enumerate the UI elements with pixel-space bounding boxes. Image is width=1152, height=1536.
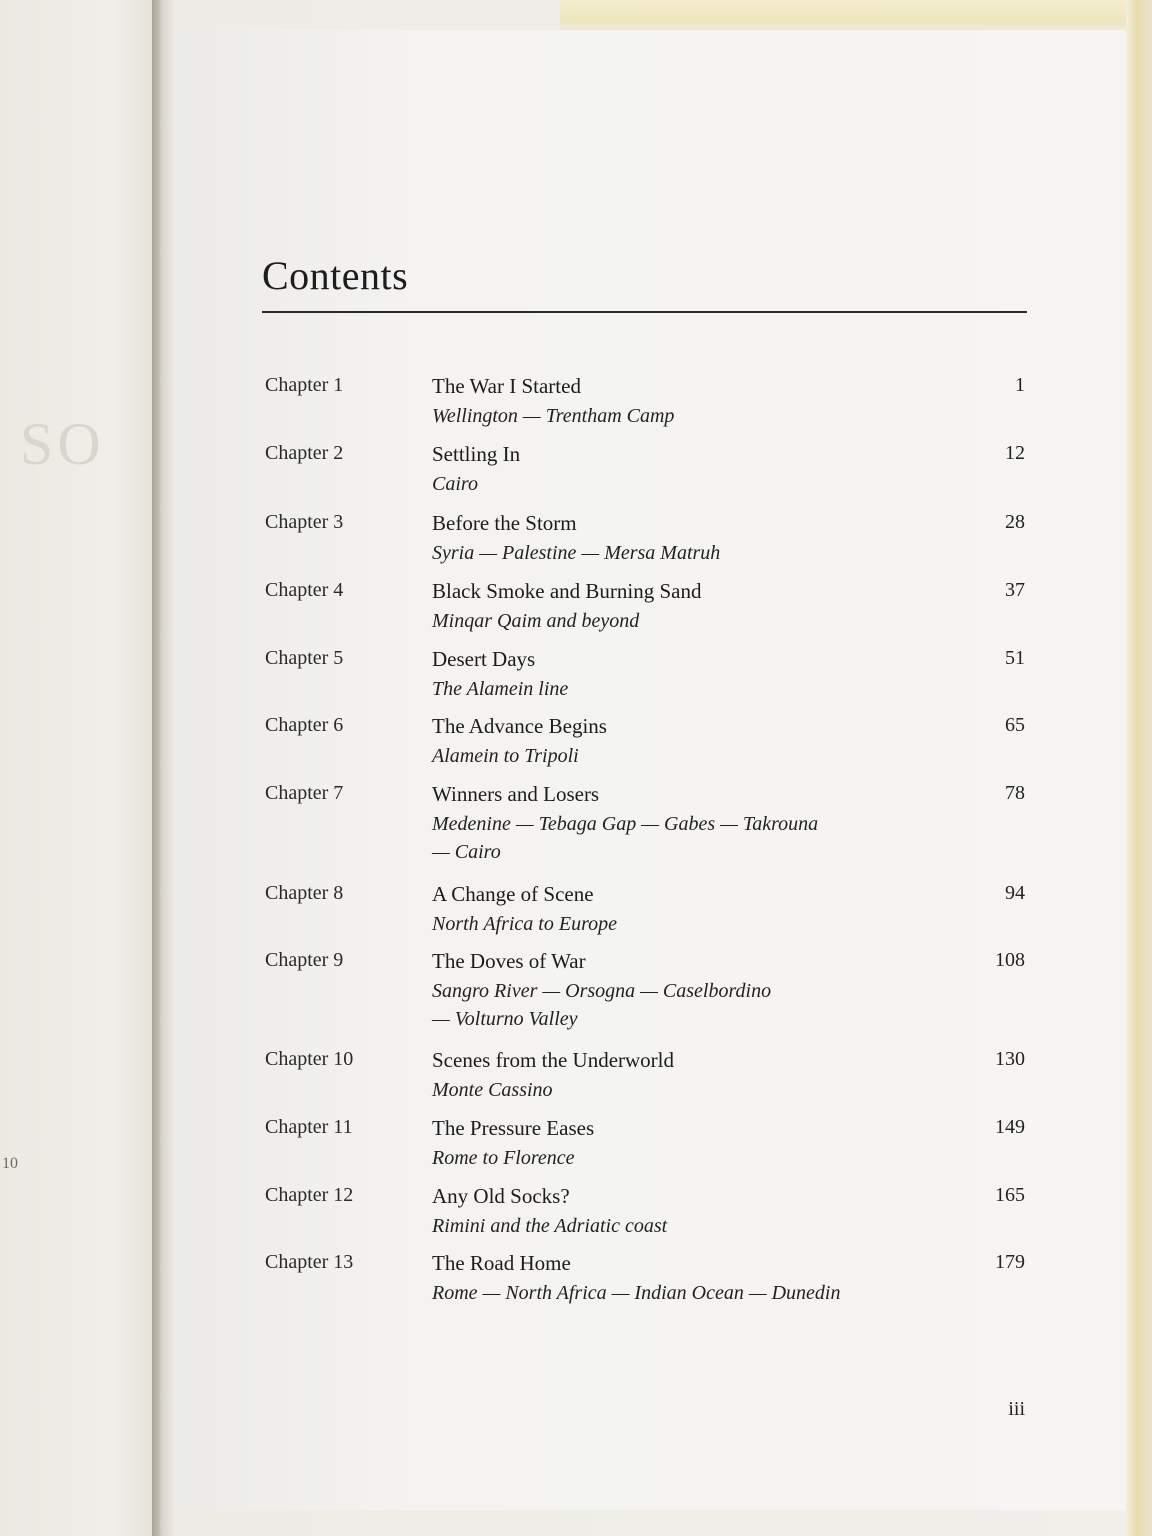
chapter-label: Chapter 13 bbox=[265, 1251, 354, 1273]
chapter-title: Desert Days bbox=[432, 647, 536, 671]
facing-page bbox=[0, 0, 160, 1536]
chapter-subtitle: Minqar Qaim and beyond bbox=[432, 610, 640, 632]
chapter-subtitle: Rome — North Africa — Indian Ocean — Dunedin bbox=[432, 1282, 841, 1304]
facing-page-number: 10 bbox=[2, 1155, 18, 1172]
chapter-title: Scenes from the Underworld bbox=[432, 1048, 675, 1072]
page-number: 65 bbox=[1005, 714, 1025, 736]
chapter-label: Chapter 2 bbox=[265, 442, 344, 464]
chapter-subtitle: Rome to Florence bbox=[432, 1147, 575, 1169]
chapter-title: The War I Started bbox=[432, 374, 581, 398]
book-right-edge bbox=[1126, 0, 1152, 1536]
chapter-label: Chapter 11 bbox=[265, 1116, 353, 1138]
chapter-label: Chapter 3 bbox=[265, 511, 344, 533]
book-top-edge bbox=[560, 0, 1126, 34]
chapter-label: Chapter 7 bbox=[265, 782, 344, 804]
chapter-title: A Change of Scene bbox=[432, 882, 594, 906]
page-number: 149 bbox=[995, 1116, 1025, 1138]
page-number: 165 bbox=[995, 1184, 1025, 1206]
folio: iii bbox=[1008, 1398, 1025, 1420]
chapter-subtitle: Medenine — Tebaga Gap — Gabes — Takrouna — Cairo bbox=[432, 813, 819, 863]
chapter-subtitle: Sangro River — Orsogna — Caselbordino — Volturno Valley bbox=[432, 980, 772, 1030]
chapter-subtitle: Alamein to Tripoli bbox=[432, 745, 579, 767]
chapter-subtitle: Wellington — Trentham Camp bbox=[432, 405, 675, 427]
chapter-title: The Doves of War bbox=[432, 949, 586, 973]
bleed-through-mark: SO bbox=[20, 411, 105, 477]
chapter-title: Black Smoke and Burning Sand bbox=[432, 579, 702, 603]
page-number: 37 bbox=[1005, 579, 1025, 601]
page-number: 130 bbox=[995, 1048, 1025, 1070]
chapter-label: Chapter 12 bbox=[265, 1184, 354, 1206]
gutter-shadow bbox=[152, 0, 176, 1536]
chapter-title: The Road Home bbox=[432, 1251, 571, 1275]
chapter-subtitle: The Alamein line bbox=[432, 678, 569, 700]
chapter-subtitle: North Africa to Europe bbox=[432, 913, 617, 935]
page-number: 51 bbox=[1005, 647, 1025, 669]
chapter-title: Before the Storm bbox=[432, 511, 577, 535]
chapter-subtitle: Cairo bbox=[432, 473, 478, 495]
page-number: 179 bbox=[995, 1251, 1025, 1273]
chapter-title: The Pressure Eases bbox=[432, 1116, 595, 1140]
chapter-label: Chapter 6 bbox=[265, 714, 344, 736]
page-title: Contents bbox=[262, 253, 409, 298]
chapter-label: Chapter 10 bbox=[265, 1048, 354, 1070]
chapter-title: Settling In bbox=[432, 442, 521, 466]
chapter-label: Chapter 8 bbox=[265, 882, 344, 904]
chapter-label: Chapter 1 bbox=[265, 374, 344, 396]
page-number: 108 bbox=[995, 949, 1025, 971]
chapter-label: Chapter 4 bbox=[265, 579, 344, 601]
chapter-label: Chapter 5 bbox=[265, 647, 344, 669]
chapter-title: Any Old Socks? bbox=[432, 1184, 570, 1208]
page-number: 28 bbox=[1005, 511, 1025, 533]
chapter-title: The Advance Begins bbox=[432, 714, 607, 738]
page-number: 1 bbox=[1015, 374, 1025, 396]
chapter-label: Chapter 9 bbox=[265, 949, 344, 971]
chapter-subtitle: Rimini and the Adriatic coast bbox=[432, 1215, 668, 1237]
page-number: 94 bbox=[1005, 882, 1025, 904]
title-rule bbox=[262, 311, 1027, 313]
chapter-title: Winners and Losers bbox=[432, 782, 600, 806]
page-number: 78 bbox=[1005, 782, 1025, 804]
chapter-subtitle: Syria — Palestine — Mersa Matruh bbox=[432, 542, 721, 564]
chapter-subtitle: Monte Cassino bbox=[432, 1079, 553, 1101]
page-number: 12 bbox=[1005, 442, 1025, 464]
